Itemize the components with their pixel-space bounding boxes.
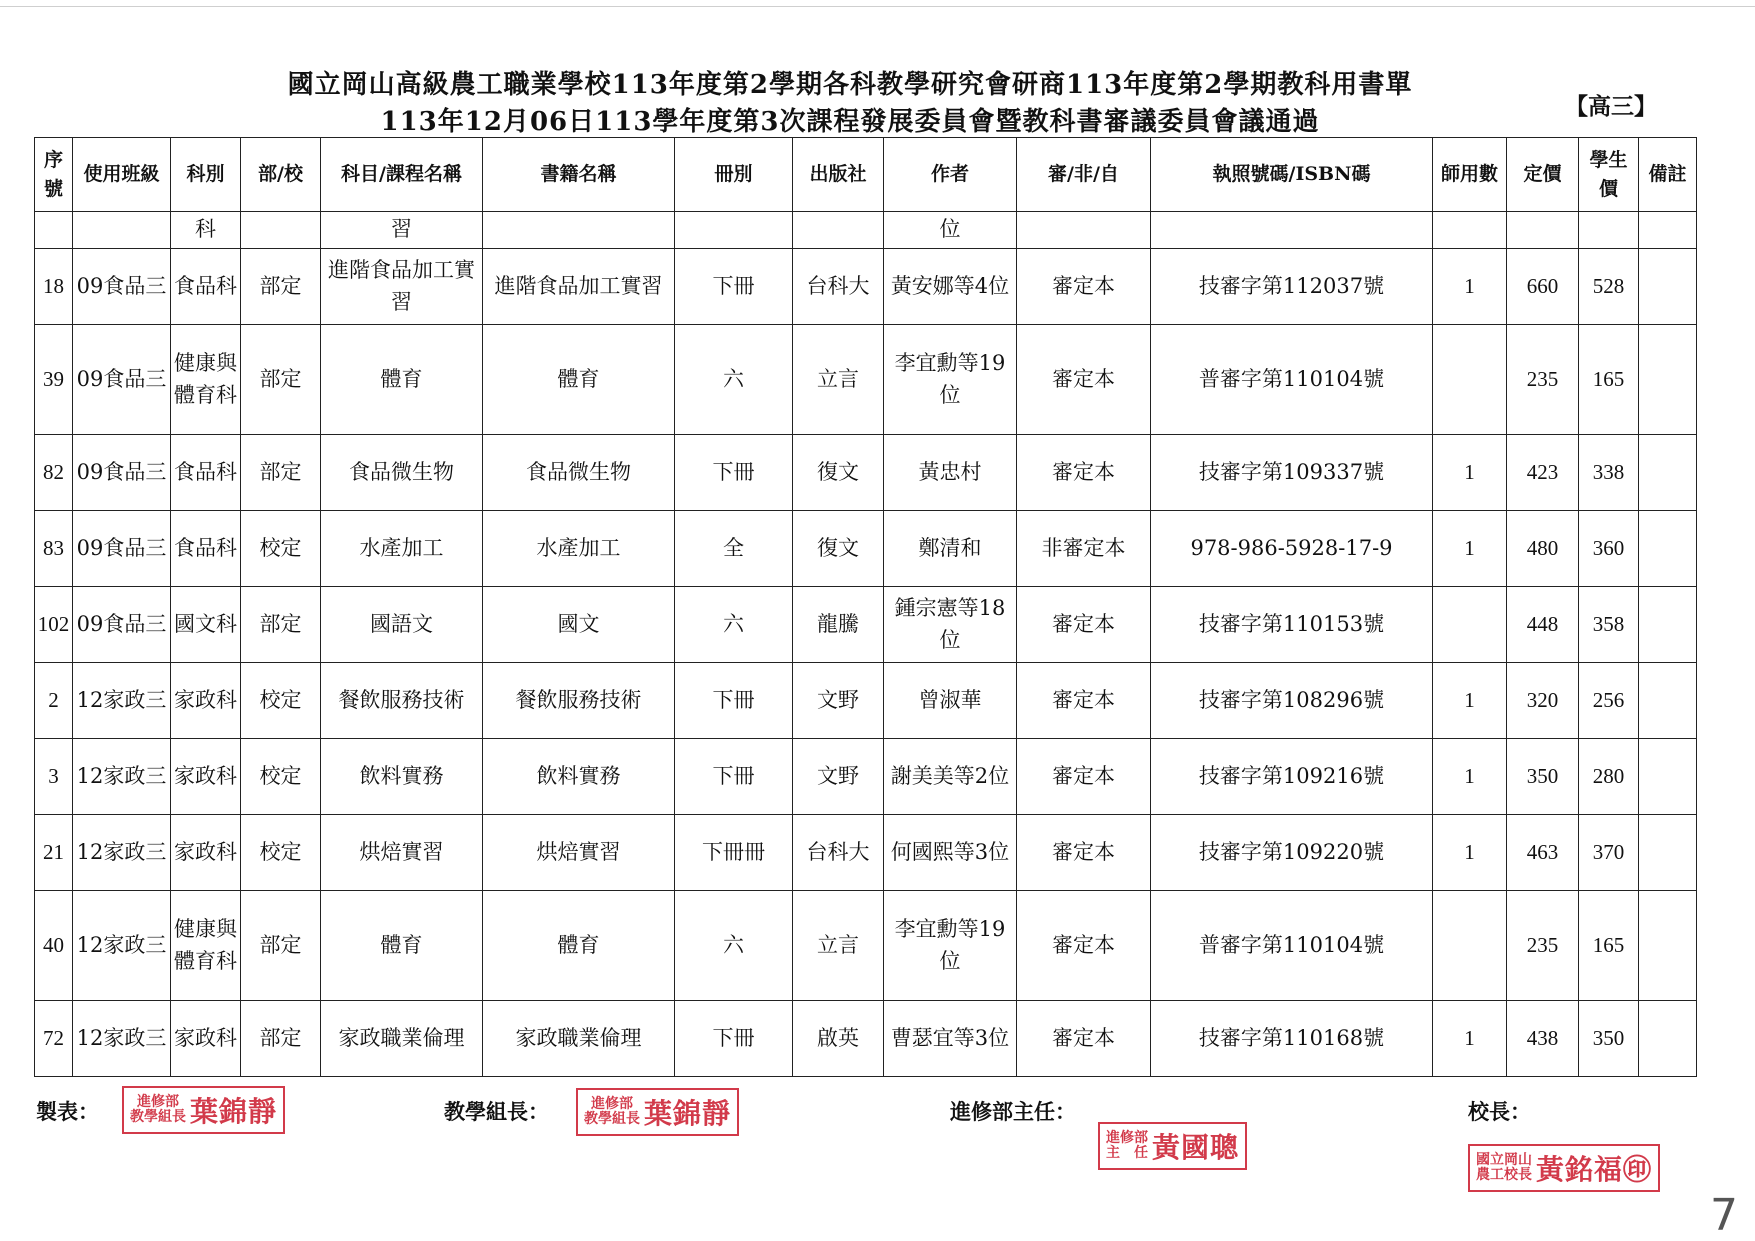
cell-dept: 部定: [241, 435, 321, 511]
cell-course: 家政職業倫理: [321, 1001, 483, 1077]
cell-course: 烘焙實習: [321, 815, 483, 891]
cell-volume: 下冊: [675, 249, 793, 325]
cell-book: 進階食品加工實習: [483, 249, 675, 325]
cell-teacher-count: 1: [1433, 739, 1507, 815]
grade-tag: 【高三】: [1565, 93, 1657, 120]
cell-note: [1639, 511, 1697, 587]
cell-book: 體育: [483, 891, 675, 1001]
carry-student-price: [1579, 212, 1639, 249]
cell-book: 餐飲服務技術: [483, 663, 675, 739]
cell-review: 審定本: [1017, 249, 1151, 325]
cell-subject: 家政科: [171, 1001, 241, 1077]
cell-publisher: 啟英: [793, 1001, 884, 1077]
header-subject: 科別: [171, 138, 241, 212]
cell-volume: 六: [675, 891, 793, 1001]
header-license: 執照號碼/ISBN碼: [1151, 138, 1433, 212]
maker-stamp-name: 葉錦靜: [190, 1095, 278, 1128]
document-title: 國立岡山高級農工職業學校113年度第2學期各科教學研究會研商113年度第2學期教科用書單: [287, 70, 1413, 100]
carryover-row: [35, 212, 1697, 249]
cell-note: [1639, 739, 1697, 815]
header-dept: 部/校: [241, 138, 321, 212]
cell-class: 09食品三: [73, 325, 171, 435]
cell-note: [1639, 1001, 1697, 1077]
table-row: [35, 739, 1697, 815]
cell-book: 體育: [483, 325, 675, 435]
cell-seq: 3: [35, 739, 73, 815]
cell-teacher-count: 1: [1433, 435, 1507, 511]
header-course: 科目/課程名稱: [321, 138, 483, 212]
cell-student-price: 256: [1579, 663, 1639, 739]
cell-teacher-count: 1: [1433, 815, 1507, 891]
cell-student-price: 350: [1579, 1001, 1639, 1077]
cell-review: 審定本: [1017, 739, 1151, 815]
cell-dept: 部定: [241, 891, 321, 1001]
cell-author: 何國熙等3位: [884, 815, 1017, 891]
cell-student-price: 358: [1579, 587, 1639, 663]
cell-note: [1639, 325, 1697, 435]
cell-class: 09食品三: [73, 511, 171, 587]
cell-author: 曹瑟宜等3位: [884, 1001, 1017, 1077]
table-row: [35, 249, 1697, 325]
header-class: 使用班級: [73, 138, 171, 212]
cell-subject: 家政科: [171, 663, 241, 739]
cell-review: 審定本: [1017, 435, 1151, 511]
cell-seq: 39: [35, 325, 73, 435]
cell-class: 09食品三: [73, 435, 171, 511]
cell-class: 09食品三: [73, 249, 171, 325]
carry-teacher-count: [1433, 212, 1507, 249]
cell-review: 審定本: [1017, 891, 1151, 1001]
cell-note: [1639, 435, 1697, 511]
principal-stamp-title: 國立岡山 農工校長: [1476, 1152, 1532, 1183]
cell-dept: 校定: [241, 739, 321, 815]
cell-student-price: 360: [1579, 511, 1639, 587]
cell-publisher: 台科大: [793, 815, 884, 891]
cell-volume: 下冊: [675, 739, 793, 815]
table-header-row: [35, 138, 1697, 212]
cell-review: 非審定本: [1017, 511, 1151, 587]
cell-book: 烘焙實習: [483, 815, 675, 891]
table-row: [35, 511, 1697, 587]
cell-volume: 下冊: [675, 663, 793, 739]
table-row: [35, 325, 1697, 435]
cell-review: 審定本: [1017, 663, 1151, 739]
cell-note: [1639, 815, 1697, 891]
cell-subject: 家政科: [171, 815, 241, 891]
cell-teacher-count: 1: [1433, 663, 1507, 739]
header-teacher-count: 師用數: [1433, 138, 1507, 212]
cell-student-price: 280: [1579, 739, 1639, 815]
header-note: 備註: [1639, 138, 1697, 212]
cell-course: 飲料實務: [321, 739, 483, 815]
page-number: 7: [1710, 1190, 1738, 1241]
header-seq: 序號: [35, 138, 73, 212]
cell-price: 480: [1507, 511, 1579, 587]
cell-course: 體育: [321, 891, 483, 1001]
carry-subject: 科: [171, 212, 241, 249]
director-label: 進修部主任：: [950, 1099, 1076, 1124]
cell-subject: 食品科: [171, 511, 241, 587]
cell-course: 體育: [321, 325, 483, 435]
cell-license: 技審字第109216號: [1151, 739, 1433, 815]
carry-class: [73, 212, 171, 249]
cell-course: 食品微生物: [321, 435, 483, 511]
cell-course: 進階食品加工實習: [321, 249, 483, 325]
cell-dept: 校定: [241, 815, 321, 891]
cell-dept: 部定: [241, 1001, 321, 1077]
cell-class: 12家政三: [73, 663, 171, 739]
cell-seq: 102: [35, 587, 73, 663]
cell-author: 黃安娜等4位: [884, 249, 1017, 325]
cell-subject: 健康與體育科: [171, 891, 241, 1001]
principal-stamp-name: 黃銘福㊞: [1536, 1153, 1653, 1186]
cell-license: 普審字第110104號: [1151, 891, 1433, 1001]
cell-author: 鍾宗憲等18位: [884, 587, 1017, 663]
header-author: 作者: [884, 138, 1017, 212]
cell-seq: 21: [35, 815, 73, 891]
cell-book: 水產加工: [483, 511, 675, 587]
cell-note: [1639, 587, 1697, 663]
cell-subject: 健康與體育科: [171, 325, 241, 435]
header-publisher: 出版社: [793, 138, 884, 212]
cell-publisher: 台科大: [793, 249, 884, 325]
cell-dept: 校定: [241, 663, 321, 739]
cell-class: 12家政三: [73, 739, 171, 815]
cell-publisher: 復文: [793, 435, 884, 511]
header-price: 定價: [1507, 138, 1579, 212]
cell-author: 黃忠村: [884, 435, 1017, 511]
director-stamp: [1098, 1122, 1247, 1170]
cell-author: 李宜勳等19位: [884, 891, 1017, 1001]
principal-stamp: [1468, 1144, 1660, 1192]
carry-note: [1639, 212, 1697, 249]
cell-teacher-count: [1433, 587, 1507, 663]
cell-volume: 全: [675, 511, 793, 587]
maker-stamp: [122, 1086, 285, 1134]
cell-book: 飲料實務: [483, 739, 675, 815]
teaching-head-stamp-name: 葉錦靜: [644, 1097, 732, 1130]
cell-seq: 72: [35, 1001, 73, 1077]
cell-review: 審定本: [1017, 587, 1151, 663]
cell-teacher-count: 1: [1433, 511, 1507, 587]
cell-price: 235: [1507, 891, 1579, 1001]
carry-license: [1151, 212, 1433, 249]
cell-price: 423: [1507, 435, 1579, 511]
cell-class: 12家政三: [73, 891, 171, 1001]
table-row: [35, 587, 1697, 663]
cell-volume: 下冊冊: [675, 815, 793, 891]
cell-review: 審定本: [1017, 815, 1151, 891]
carry-seq: [35, 212, 73, 249]
cell-price: 235: [1507, 325, 1579, 435]
cell-subject: 國文科: [171, 587, 241, 663]
carry-book: [483, 212, 675, 249]
cell-license: 技審字第108296號: [1151, 663, 1433, 739]
cell-volume: 下冊: [675, 435, 793, 511]
cell-price: 463: [1507, 815, 1579, 891]
cell-subject: 食品科: [171, 249, 241, 325]
cell-license: 技審字第112037號: [1151, 249, 1433, 325]
cell-price: 350: [1507, 739, 1579, 815]
table-row: [35, 1001, 1697, 1077]
cell-student-price: 165: [1579, 325, 1639, 435]
carry-course: 習: [321, 212, 483, 249]
cell-publisher: 立言: [793, 891, 884, 1001]
header-student-price: 學生價: [1579, 138, 1639, 212]
carry-publisher: [793, 212, 884, 249]
cell-price: 438: [1507, 1001, 1579, 1077]
cell-review: 審定本: [1017, 1001, 1151, 1077]
carry-dept: [241, 212, 321, 249]
cell-course: 國語文: [321, 587, 483, 663]
cell-price: 660: [1507, 249, 1579, 325]
cell-teacher-count: 1: [1433, 249, 1507, 325]
cell-class: 12家政三: [73, 815, 171, 891]
carry-price: [1507, 212, 1579, 249]
cell-teacher-count: 1: [1433, 1001, 1507, 1077]
cell-volume: 六: [675, 325, 793, 435]
cell-seq: 2: [35, 663, 73, 739]
cell-seq: 40: [35, 891, 73, 1001]
cell-license: 技審字第110168號: [1151, 1001, 1433, 1077]
cell-author: 李宜勳等19位: [884, 325, 1017, 435]
cell-book: 家政職業倫理: [483, 1001, 675, 1077]
cell-student-price: 528: [1579, 249, 1639, 325]
cell-teacher-count: [1433, 891, 1507, 1001]
cell-note: [1639, 891, 1697, 1001]
cell-publisher: 文野: [793, 739, 884, 815]
cell-course: 餐飲服務技術: [321, 663, 483, 739]
cell-teacher-count: [1433, 325, 1507, 435]
director-stamp-title: 進修部 主 任: [1106, 1130, 1148, 1161]
cell-license: 978-986-5928-17-9: [1151, 511, 1433, 587]
table-row: [35, 435, 1697, 511]
cell-dept: 部定: [241, 587, 321, 663]
carry-author: 位: [884, 212, 1017, 249]
cell-publisher: 文野: [793, 663, 884, 739]
cell-author: 鄭清和: [884, 511, 1017, 587]
cell-license: 普審字第110104號: [1151, 325, 1433, 435]
cell-license: 技審字第109220號: [1151, 815, 1433, 891]
cell-publisher: 龍騰: [793, 587, 884, 663]
cell-volume: 下冊: [675, 1001, 793, 1077]
cell-license: 技審字第109337號: [1151, 435, 1433, 511]
cell-price: 448: [1507, 587, 1579, 663]
cell-price: 320: [1507, 663, 1579, 739]
document-subtitle: 113年12月06日113學年度第3次課程發展委員會暨教科書審議委員會議通過: [380, 107, 1320, 137]
cell-dept: 部定: [241, 249, 321, 325]
cell-publisher: 復文: [793, 511, 884, 587]
cell-class: 09食品三: [73, 587, 171, 663]
header-book: 書籍名稱: [483, 138, 675, 212]
cell-student-price: 165: [1579, 891, 1639, 1001]
header-volume: 冊別: [675, 138, 793, 212]
cell-seq: 82: [35, 435, 73, 511]
scan-top-edge: [0, 6, 1755, 7]
director-stamp-name: 黃國聰: [1152, 1131, 1240, 1164]
cell-seq: 18: [35, 249, 73, 325]
cell-publisher: 立言: [793, 325, 884, 435]
cell-note: [1639, 663, 1697, 739]
cell-note: [1639, 249, 1697, 325]
cell-subject: 食品科: [171, 435, 241, 511]
cell-class: 12家政三: [73, 1001, 171, 1077]
cell-volume: 六: [675, 587, 793, 663]
table-row: [35, 891, 1697, 1001]
header-review: 審/非/自: [1017, 138, 1151, 212]
cell-subject: 家政科: [171, 739, 241, 815]
table-row: [35, 815, 1697, 891]
cell-book: 食品微生物: [483, 435, 675, 511]
teaching-head-label: 教學組長：: [444, 1099, 549, 1124]
cell-course: 水產加工: [321, 511, 483, 587]
cell-student-price: 338: [1579, 435, 1639, 511]
textbook-table: [34, 137, 1697, 1077]
cell-dept: 校定: [241, 511, 321, 587]
maker-stamp-title: 進修部 教學組長: [130, 1094, 186, 1125]
cell-author: 謝美美等2位: [884, 739, 1017, 815]
teaching-head-stamp-title: 進修部 教學組長: [584, 1096, 640, 1127]
cell-dept: 部定: [241, 325, 321, 435]
cell-review: 審定本: [1017, 325, 1151, 435]
cell-license: 技審字第110153號: [1151, 587, 1433, 663]
teaching-head-stamp: [576, 1088, 739, 1136]
cell-author: 曾淑華: [884, 663, 1017, 739]
maker-label: 製表：: [36, 1099, 99, 1124]
principal-label: 校長：: [1468, 1099, 1531, 1124]
table-row: [35, 663, 1697, 739]
cell-student-price: 370: [1579, 815, 1639, 891]
cell-seq: 83: [35, 511, 73, 587]
carry-review: [1017, 212, 1151, 249]
carry-volume: [675, 212, 793, 249]
cell-book: 國文: [483, 587, 675, 663]
